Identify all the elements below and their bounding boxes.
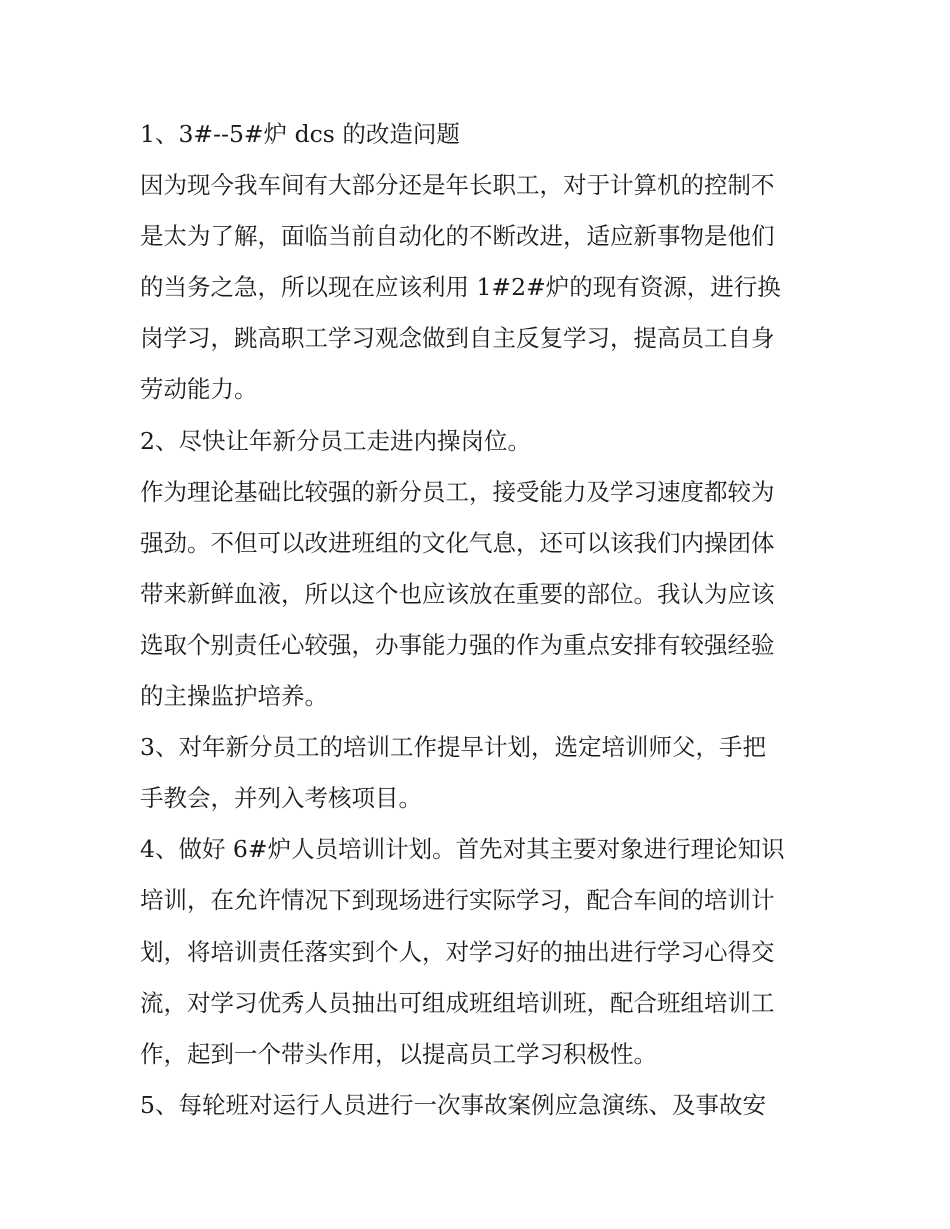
list-item-5: 5、每轮班对运行人员进行一次事故案例应急演练、及事故安 [140, 1090, 766, 1119]
paragraph-line: 选取个别责任心较强，办事能力强的作为重点安排有较强经验 [140, 630, 775, 659]
heading-item-1: 1、3#--5#炉 dcs 的改造问题 [140, 120, 460, 148]
paragraph-line: 手教会，并列入考核项目。 [140, 784, 422, 813]
heading-item-2: 2、尽快让年新分员工走进内操岗位。 [140, 426, 531, 455]
paragraph-line: 的当务之急，所以现在应该利用 1#2#炉的现有资源，进行换 [140, 273, 781, 302]
paragraph-line: 劳动能力。 [140, 375, 258, 404]
list-item-3: 3、对年新分员工的培训工作提早计划，选定培训师父，手把 [140, 733, 766, 762]
paragraph-line: 的主操监护培养。 [140, 682, 328, 711]
paragraph-line: 因为现今我车间有大部分还是年长职工，对于计算机的控制不 [140, 171, 775, 200]
paragraph-line: 是太为了解，面临当前自动化的不断改进，适应新事物是他们 [140, 222, 775, 251]
paragraph-line: 培训，在允许情况下到现场进行实际学习，配合车间的培训计 [140, 886, 775, 915]
document-body [140, 109, 820, 1131]
list-item-4: 4、做好 6#炉人员培训计划。首先对其主要对象进行理论知识 [140, 835, 785, 864]
paragraph-line: 岗学习，跳高职工学习观念做到自主反复学习，提高员工自身 [140, 324, 775, 353]
paragraph-line: 作为理论基础比较强的新分员工，接受能力及学习速度都较为 [140, 477, 775, 506]
paragraph-line: 作，起到一个带头作用，以提高员工学习积极性。 [140, 1039, 657, 1068]
paragraph-line: 强劲。不但可以改进班组的文化气息，还可以该我们内操团体 [140, 528, 775, 557]
paragraph-line: 划，将培训责任落实到个人，对学习好的抽出进行学习心得交 [140, 937, 775, 966]
paragraph-line: 带来新鲜血液，所以这个也应该放在重要的部位。我认为应该 [140, 579, 775, 608]
paragraph-line: 流，对学习优秀人员抽出可组成班组培训班，配合班组培训工 [140, 988, 775, 1017]
